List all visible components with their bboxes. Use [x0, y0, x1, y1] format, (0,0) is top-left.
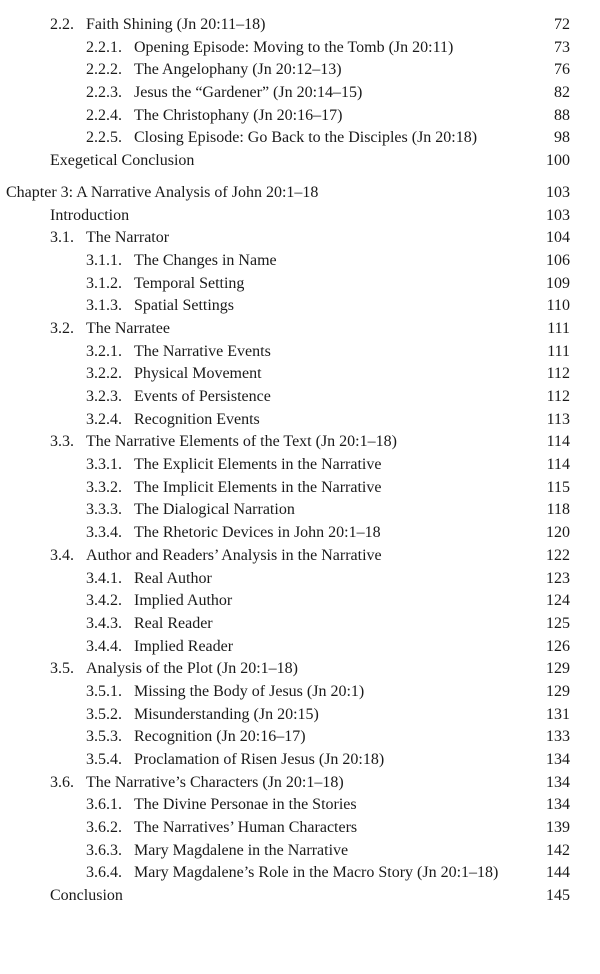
toc-group-chapter-3: [0, 182, 600, 908]
toc-entry-number: 3.3.3.: [86, 501, 122, 519]
toc-entry-title: Opening Episode: Moving to the Tomb (Jn 20:11): [134, 38, 454, 56]
toc-entry-title: Closing Episode: Go Back to the Disciples (Jn 20:18): [134, 129, 478, 147]
toc-entry-page-number: 129: [546, 660, 570, 678]
toc-entry-text: [86, 295, 234, 318]
toc-entry: [0, 205, 600, 228]
toc-entry-title: Spatial Settings: [134, 297, 234, 315]
toc-entry-title: The Explicit Elements in the Narrative: [134, 456, 382, 474]
toc-entry-number: 3.5.: [50, 660, 74, 678]
toc-entry-title: Mary Magdalene in the Narrative: [134, 841, 349, 859]
toc-entry-page-number: 145: [546, 887, 570, 905]
toc-entry: [0, 59, 600, 82]
toc-entry-page-number: 126: [546, 637, 570, 655]
toc-entry: [0, 794, 600, 817]
toc-entry-number: 3.4.: [50, 546, 74, 564]
toc-entry-number: 3.5.2.: [86, 705, 122, 723]
toc-entry-page-number: 139: [546, 819, 570, 837]
toc-entry-title: The Narratives’ Human Characters: [134, 819, 358, 837]
toc-entry-page-number: 134: [546, 751, 570, 768]
toc-entry-title: The Christophany (Jn 20:16–17): [134, 106, 343, 124]
toc-entry-number: 3.3.: [50, 433, 74, 451]
toc-entry-title: Faith Shining (Jn 20:11–18): [86, 16, 266, 33]
toc-entry-page-number: 106: [546, 251, 570, 269]
toc-entry-page-number: 98: [554, 129, 570, 147]
toc-entry-page-number: 73: [554, 38, 570, 56]
toc-entry: [0, 658, 600, 681]
toc-entry-page-number: 72: [554, 16, 570, 33]
toc-entry-title: Real Author: [134, 569, 212, 587]
toc-entry-page-number: 82: [554, 84, 570, 102]
toc-entry: [0, 363, 600, 386]
chapter-heading: Chapter 3: A Narrative Analysis of John 20:1–18: [6, 183, 319, 201]
toc-entry-text: [86, 59, 342, 82]
toc-entry-text: [50, 227, 169, 250]
toc-entry-text: [86, 794, 357, 817]
toc-entry-page-number: 103: [546, 206, 570, 224]
toc-entry-page-number: 76: [554, 61, 570, 79]
toc-entry-title: The Changes in Name: [134, 251, 277, 269]
toc-entry-title: The Narrative’s Characters (Jn 20:1–18): [86, 773, 344, 791]
toc-entry-title: The Narrator: [86, 229, 170, 247]
toc-entry-page-number: 88: [554, 106, 570, 124]
toc-entry: [0, 150, 600, 173]
toc-entry-title: The Narrative Events: [134, 342, 271, 360]
toc-entry-text: [50, 772, 344, 795]
toc-entry-text: [50, 205, 129, 228]
toc-entry-number: 2.2.1.: [86, 38, 122, 56]
toc-entry-title: Physical Movement: [134, 365, 262, 383]
toc-entry-page-number: 122: [546, 546, 570, 564]
toc-entry: [0, 817, 600, 840]
toc-entry-number: 3.6.2.: [86, 819, 122, 837]
toc-entry-text: [86, 409, 260, 432]
toc-entry-title: Introduction: [50, 206, 130, 224]
toc-entry-page-number: 134: [546, 796, 570, 814]
toc-entry: [0, 477, 600, 500]
toc-entry: [0, 522, 600, 545]
toc-entry-title: The Angelophany (Jn 20:12–13): [134, 61, 342, 79]
toc-entry-page-number: 120: [546, 524, 570, 542]
toc-entry-number: 3.2.1.: [86, 342, 122, 360]
toc-entry-page-number: 115: [546, 478, 570, 496]
toc-entry-text: [86, 522, 381, 545]
toc-entry-number: 3.5.4.: [86, 751, 122, 768]
toc-entry-page-number: 114: [546, 433, 570, 451]
toc-entry: [0, 14, 600, 37]
toc-entry-number: 3.1.1.: [86, 251, 122, 269]
toc-entry-text: [86, 82, 362, 105]
chapter-gap: [0, 173, 600, 182]
toc-entry-number: 2.2.2.: [86, 61, 122, 79]
toc-entry-page-number: 110: [546, 297, 570, 315]
toc-entry-title: The Rhetoric Devices in John 20:1–18: [134, 524, 381, 542]
toc-entry-number: 2.2.3.: [86, 84, 122, 102]
toc-entry: [0, 431, 600, 454]
toc-entry-page-number: 123: [546, 569, 570, 587]
toc-entry-title: Implied Reader: [134, 637, 234, 655]
toc-entry-title: Recognition Events: [134, 410, 260, 428]
toc-entry: [0, 568, 600, 591]
toc-entry-page-number: 142: [546, 841, 570, 859]
toc-entry-number: 2.2.5.: [86, 129, 122, 147]
toc-entry-text: [86, 681, 364, 704]
toc-entry-text: [50, 150, 194, 173]
toc-entry-number: 3.2.3.: [86, 388, 122, 405]
toc-entry-number: 2.2.4.: [86, 106, 122, 124]
toc-entry-number: 3.5.1.: [86, 682, 122, 700]
toc-entry: [0, 862, 600, 885]
toc-entry-text: [6, 182, 318, 205]
toc-entry-number: 3.4.1.: [86, 569, 122, 587]
toc-entry-page-number: 109: [546, 274, 570, 292]
toc-entry-page-number: 113: [546, 410, 570, 428]
toc-entry: [0, 590, 600, 613]
toc-entry-text: [86, 363, 262, 386]
toc-entry-text: [86, 749, 384, 772]
toc-entry: [0, 636, 600, 659]
toc-entry-number: 3.1.3.: [86, 297, 122, 315]
toc-entry-text: [86, 37, 453, 60]
toc-entry-number: 3.4.3.: [86, 614, 122, 632]
toc-entry-page-number: 103: [546, 183, 570, 201]
toc-entry-title: The Dialogical Narration: [134, 501, 295, 519]
toc-entry-number: 3.3.1.: [86, 456, 122, 474]
toc-entry-number: 3.6.: [50, 773, 74, 791]
toc-entry-page-number: 118: [546, 501, 570, 519]
toc-entry: [0, 182, 600, 205]
toc-entry-number: 3.3.4.: [86, 524, 122, 542]
toc-entry: [0, 318, 600, 341]
toc-entry-page-number: 131: [546, 705, 570, 723]
toc-entry-text: [86, 273, 244, 296]
toc-entry-text: [50, 885, 123, 908]
toc-entry-page-number: 111: [547, 319, 570, 337]
toc-entry: [0, 127, 600, 150]
toc-entry-title: Exegetical Conclusion: [50, 152, 195, 170]
toc-entry-page-number: 144: [546, 864, 570, 882]
toc-entry: [0, 295, 600, 318]
toc-entry: [0, 499, 600, 522]
toc-entry-title: The Divine Personae in the Stories: [134, 796, 357, 814]
toc-entry: [0, 726, 600, 749]
toc-entry: [0, 409, 600, 432]
toc-entry-number: 3.1.2.: [86, 274, 122, 292]
toc-entry: [0, 105, 600, 128]
toc-entry-text: [50, 431, 397, 454]
toc-entry-text: [50, 658, 298, 681]
toc-entry-text: [86, 127, 477, 150]
toc-entry-title: Author and Readers’ Analysis in the Narrative: [86, 546, 382, 564]
toc-entry-title: Misunderstanding (Jn 20:15): [134, 705, 319, 723]
toc-entry-title: The Narratee: [86, 319, 170, 337]
toc-entry-number: 3.6.3.: [86, 841, 122, 859]
toc-entry: [0, 273, 600, 296]
toc-entry: [0, 82, 600, 105]
toc-entry: [0, 681, 600, 704]
toc-entry-page-number: 114: [546, 456, 570, 474]
toc-entry-title: Events of Persistence: [134, 388, 271, 405]
toc-entry-text: [86, 590, 232, 613]
toc-entry: [0, 749, 600, 772]
toc-entry: [0, 250, 600, 273]
toc-entry-page-number: 112: [546, 365, 570, 383]
toc-entry-title: Implied Author: [134, 592, 233, 610]
toc-entry-number: 3.2.4.: [86, 410, 122, 428]
toc-entry-number: 3.4.2.: [86, 592, 122, 610]
toc-entry-text: [86, 862, 498, 885]
toc-entry-title: Temporal Setting: [134, 274, 245, 292]
toc-entry-text: [86, 250, 277, 273]
toc-entry-text: [86, 105, 342, 128]
toc-entry: [0, 454, 600, 477]
toc-entry-page-number: 124: [546, 592, 570, 610]
toc-entry: [0, 341, 600, 364]
toc-entry: [0, 704, 600, 727]
toc-entry-text: [50, 318, 170, 341]
toc-entry-page-number: 104: [546, 229, 570, 247]
toc-entry-title: The Narrative Elements of the Text (Jn 20:1–18): [86, 433, 397, 451]
toc-entry-text: [86, 726, 306, 749]
toc-entry-title: Mary Magdalene’s Role in the Macro Story (Jn 20:1–18): [134, 864, 499, 882]
toc-entry-number: 3.5.3.: [86, 728, 122, 746]
toc-entry: [0, 885, 600, 908]
toc-entry: [0, 613, 600, 636]
toc-entry: [0, 545, 600, 568]
toc-entry-title: Real Reader: [134, 614, 213, 632]
toc-group-chapter-2-continued: [0, 14, 600, 173]
toc-entry: [0, 227, 600, 250]
toc-entry-text: [86, 454, 381, 477]
toc-entry: [0, 386, 600, 409]
toc-entry-text: [86, 477, 381, 500]
toc-entry-number: 2.2.: [50, 16, 74, 33]
toc-entry-number: 3.2.: [50, 319, 74, 337]
toc-entry-title: Jesus the “Gardener” (Jn 20:14–15): [134, 84, 363, 102]
toc-entry: [0, 772, 600, 795]
toc-entry-page-number: 100: [546, 152, 570, 170]
toc-entry-text: [86, 499, 295, 522]
toc-entry-number: 3.3.2.: [86, 478, 122, 496]
toc-entry-text: [86, 386, 271, 409]
toc-entry-number: 3.4.4.: [86, 637, 122, 655]
toc-entry-number: 3.1.: [50, 229, 74, 247]
toc-entry-text: [86, 704, 319, 727]
toc-entry-text: [86, 568, 212, 591]
toc-entry-number: 3.6.1.: [86, 796, 122, 814]
toc-entry-title: The Implicit Elements in the Narrative: [134, 478, 382, 496]
toc-entry-text: [50, 14, 265, 37]
toc-entry-title: Proclamation of Risen Jesus (Jn 20:18): [134, 751, 385, 768]
toc-entry-title: Recognition (Jn 20:16–17): [134, 728, 306, 746]
toc-entry-title: Analysis of the Plot (Jn 20:1–18): [86, 660, 298, 678]
toc-entry-text: [50, 545, 382, 568]
toc-entry-text: [86, 636, 233, 659]
toc-entry-page-number: 111: [547, 342, 570, 360]
toc-entry: [0, 37, 600, 60]
toc-entry: [0, 840, 600, 863]
toc-entry-page-number: 112: [546, 388, 570, 405]
toc-entry-page-number: 134: [546, 773, 570, 791]
toc-entry-number: 3.6.4.: [86, 864, 122, 882]
toc-entry-number: 3.2.2.: [86, 365, 122, 383]
toc-entry-text: [86, 341, 271, 364]
toc-entry-text: [86, 613, 213, 636]
toc-entry-title: Missing the Body of Jesus (Jn 20:1): [134, 682, 365, 700]
table-of-contents: [0, 14, 600, 908]
toc-entry-page-number: 125: [546, 614, 570, 632]
toc-entry-text: [86, 817, 357, 840]
toc-entry-page-number: 129: [546, 682, 570, 700]
toc-entry-text: [86, 840, 348, 863]
toc-entry-title: Conclusion: [50, 887, 123, 905]
toc-entry-page-number: 133: [546, 728, 570, 746]
